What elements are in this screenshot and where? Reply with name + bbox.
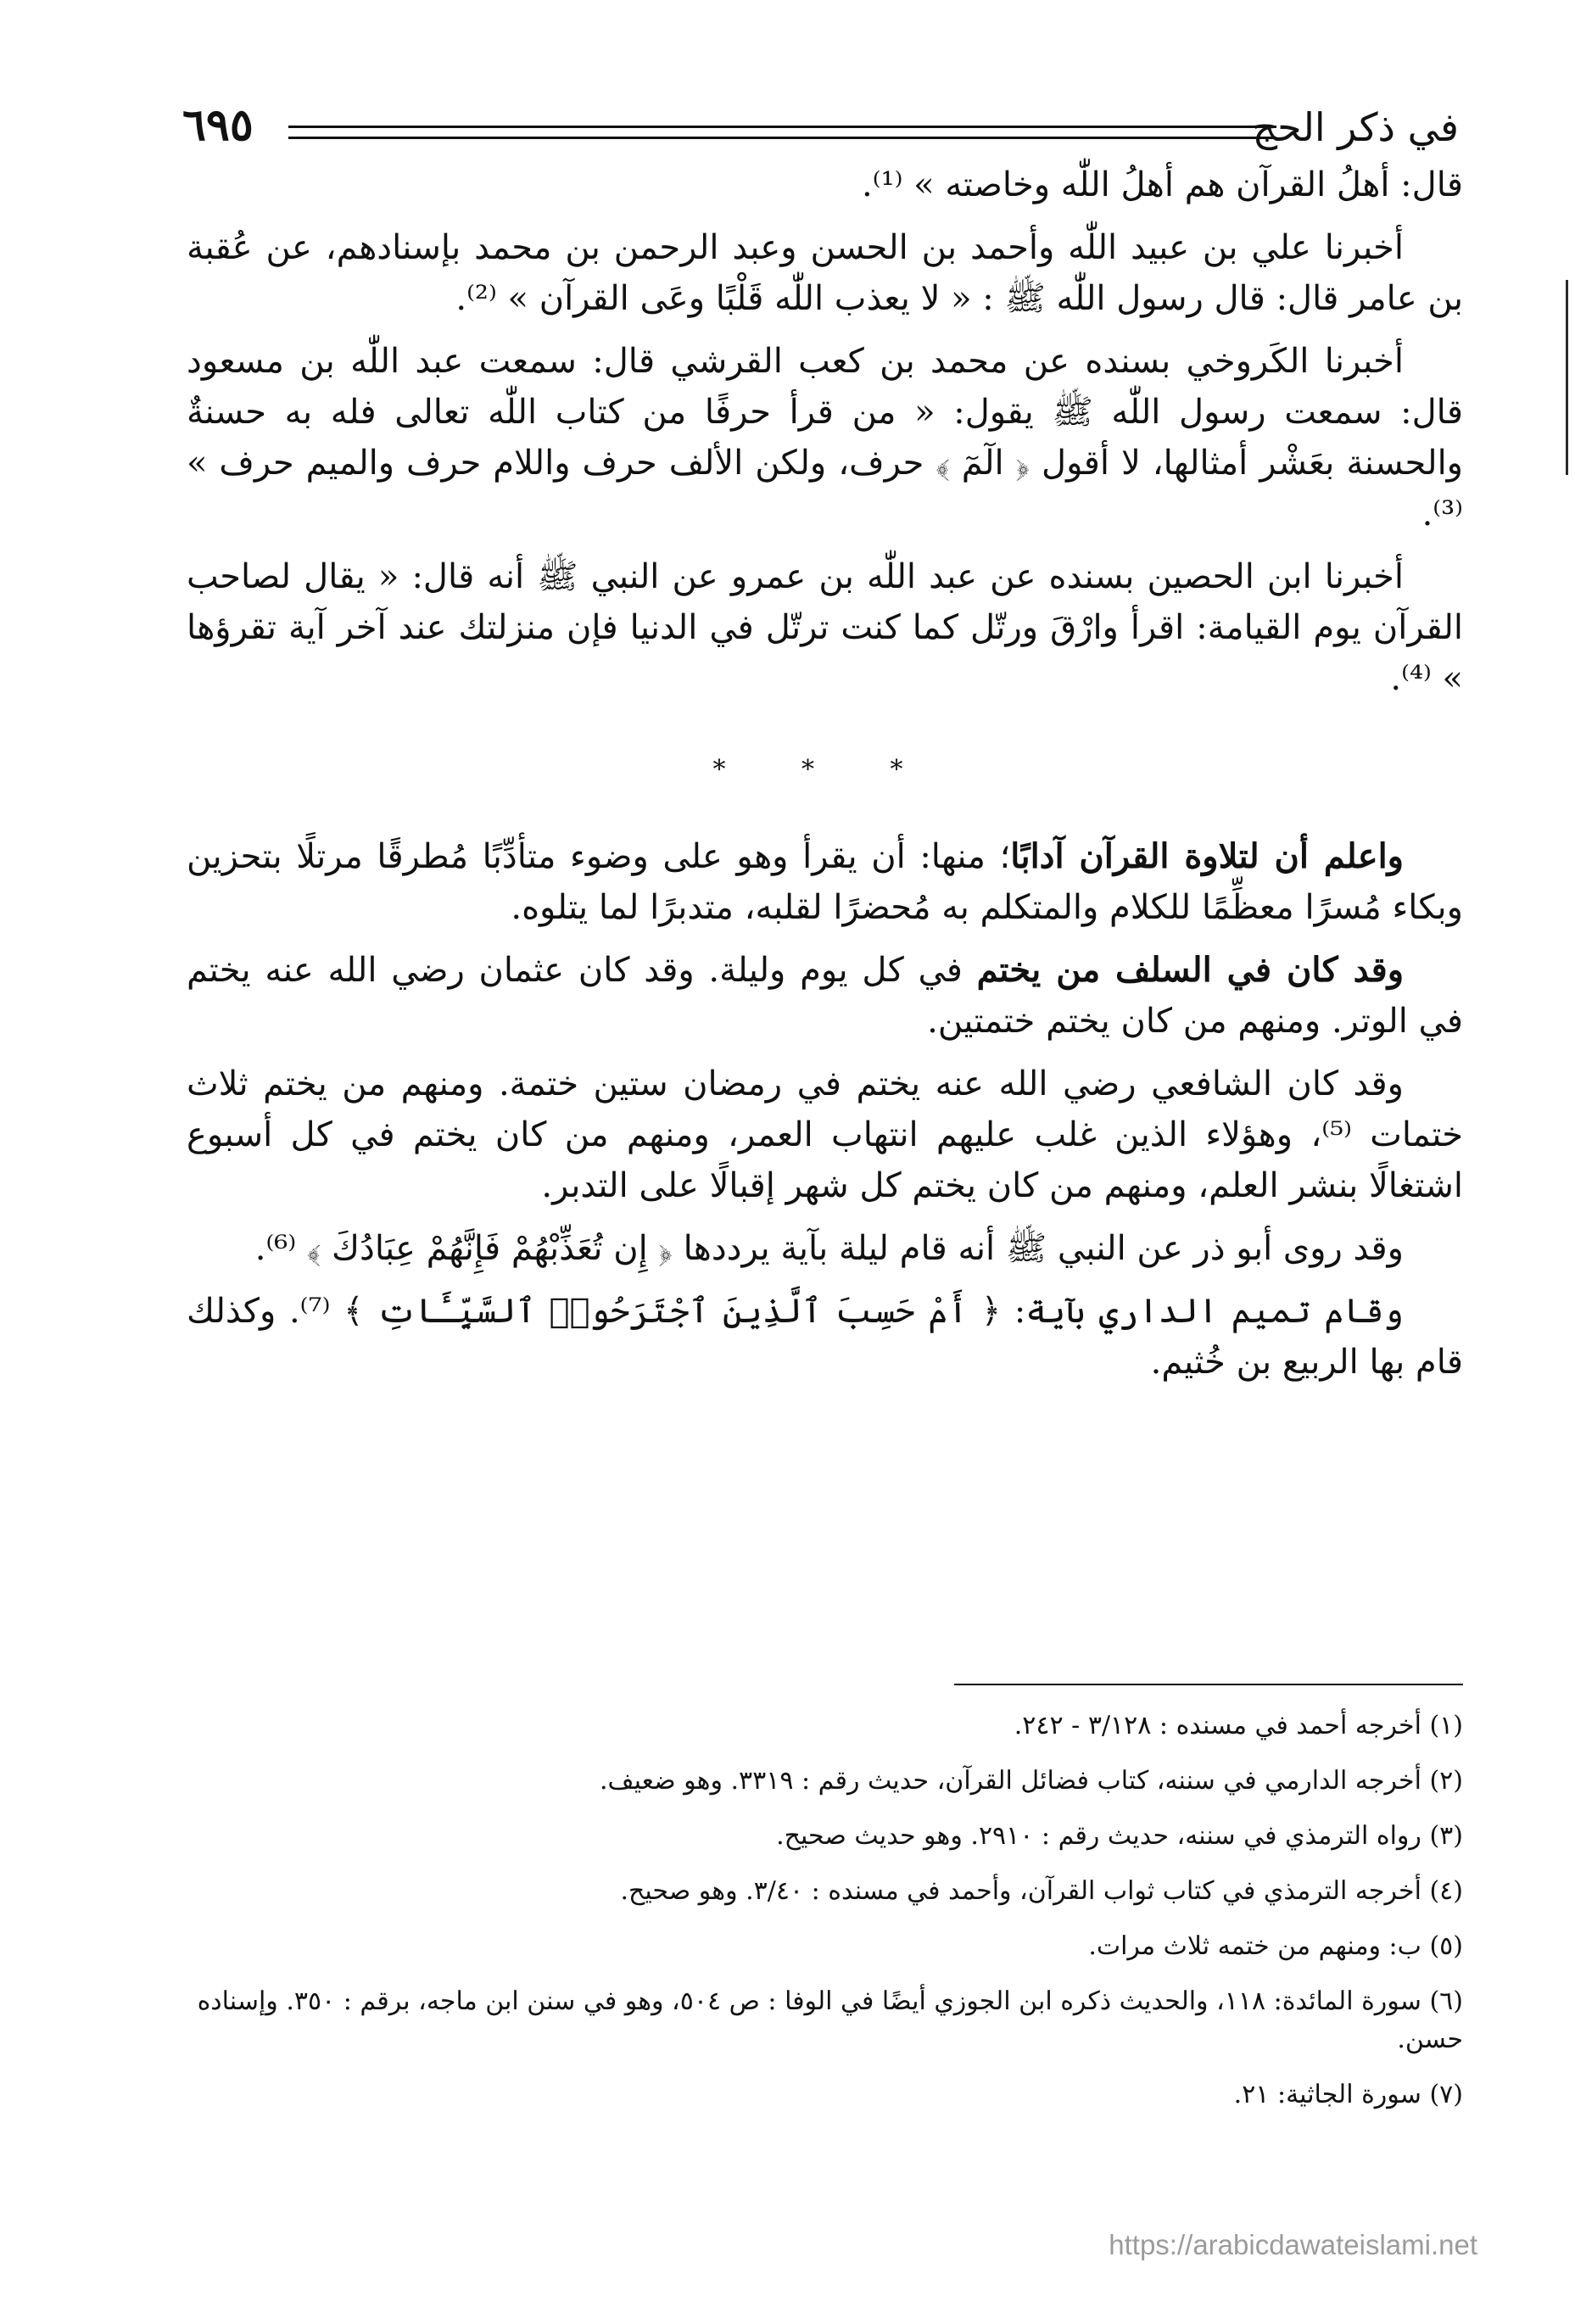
running-title: في ذكر الحج	[1252, 104, 1459, 150]
footnote-1: (١) أخرجه أحمد في مسنده : ٣/١٢٨ - ٢٤٢.	[1014, 1711, 1463, 1740]
paragraph-5	[187, 831, 1463, 933]
footnotes	[187, 1707, 1463, 2131]
paragraph-1: قال: أهلُ القرآن هم أهلُ اللّٰه وخاصته » ⁽¹⁾.	[862, 165, 1463, 204]
footnote-4: (٤) أخرجه الترمذي في كتاب ثواب القرآن، وأحمد في مسنده : ٣/٤٠. وهو صحيح.	[620, 1876, 1463, 1906]
footnote-2: (٢) أخرجه الدارمي في سننه، كتاب فضائل القرآن، حديث رقم : ٣٣١٩. وهو ضعيف.	[600, 1766, 1463, 1796]
paragraph-6-heading: وقد كان في السلف من يختم	[976, 950, 1405, 990]
page-header	[182, 100, 1459, 159]
paragraph-5-text: ؛ منها: أن يقرأ وهو على وضوء متأدِّبًا مُطرقًا مرتلًا بتحزين وبكاء مُسرًا معظِّمًا للكلام والمتكلم به مُحضرًا لقلبه، متدبرًا لما يتلوه.	[187, 837, 1463, 927]
footnote-7: (٧) سورة الجاثية: ٢١.	[1233, 2080, 1463, 2109]
paragraph-5-heading: واعلم أن لتلاوة القرآن آدابًا	[1010, 836, 1404, 876]
paragraph-4: أخبرنا ابن الحصين بسنده عن عبد اللّٰه بن عمرو عن النبي ﷺ أنه قال: « يقال لصاحب القرآن يوم القيامة: اقرأ وارْقَ ورتّل كما كنت ترتّل في الدنيا فإن منزلتك عند آخر آية تقرؤها » ⁽⁴⁾.	[187, 557, 1463, 698]
paragraph-6-text: في كل يوم وليلة. وقد كان عثمان رضي الله عنه يختم في الوتر. ومنهم من كان يختم ختمتين.	[187, 951, 1463, 1041]
main-text	[187, 159, 1463, 1399]
footnote-5: (٥) ب: ومنهم من ختمه ثلاث مرات.	[1088, 1931, 1463, 1961]
paragraph-3: أخبرنا الكَروخي بسنده عن محمد بن كعب القرشي قال: سمعت عبد اللّٰه بن مسعود قال: سمعت رسول اللّٰه ﷺ يقول: « من قرأ حرفًا من كتاب اللّٰه تعالى فله به حسنةٌ والحسنة بعَشْر أمثالها، لا أقول ﴿ الٓمٓ ﴾ حرف، ولكن الألف حرف واللام حرف والميم حرف » ⁽³⁾.	[187, 342, 1463, 534]
paragraph-8: وقد روى أبو ذر عن النبي ﷺ أنه قام ليلة بآية يرددها ﴿ إِن تُعَذِّبْهُمْ فَإِنَّهُمْ عِبَادُكَ ﴾ ⁽⁶⁾.	[254, 1229, 1404, 1268]
paragraph-7: وقد كان الشافعي رضي الله عنه يختم في رمضان ستين ختمة. ومنهم من يختم ثلاث ختمات ⁽⁵⁾، وهؤلاء الذين غلب عليهم انتهاب العمر، ومنهم من كان يختم في كل أسبوع اشتغالًا بنشر العلم، ومنهم من كان يختم كل شهر إقبالًا على التدبر.	[187, 1064, 1463, 1205]
watermark-url: https://arabicdawateislami.net	[1109, 2229, 1477, 2260]
scan-edge-line	[1566, 280, 1568, 475]
footnote-3: (٣) رواه الترمذي في سننه، حديث رقم : ٢٩١٠. وهو حديث صحيح.	[776, 1821, 1463, 1851]
footnote-6: (٦) سورة المائدة: ١١٨، والحديث ذكره ابن الجوزي أيضًا في الوفا : ص ٥٠٤، وهو في سنن ابن ماجه، برقم : ٣٥٠. وإسناده حسن.	[197, 1986, 1463, 2054]
page-number: ٦٩٥	[182, 99, 254, 151]
header-rule	[288, 126, 1276, 139]
footnote-rule	[954, 1684, 1463, 1685]
paragraph-6	[187, 945, 1463, 1047]
paragraph-9: وقام تميم الداري بآية: ﴿ أَمْ حَسِبَ ٱلَّذِينَ ٱجْتَرَحُوا۟ ٱلسَّيِّـَٔاتِ ﴾ ⁽⁷⁾. وكذلك قام بها الربيع بن خُثيم.	[187, 1292, 1463, 1382]
section-separator: * * *	[712, 755, 937, 785]
paragraph-2: أخبرنا علي بن عبيد اللّٰه وأحمد بن الحسن وعبد الرحمن بن محمد بإسنادهم، عن عُقبة بن عامر قال: قال رسول اللّٰه ﷺ : « لا يعذب اللّٰه قَلْبًا وعَى القرآن » ⁽²⁾.	[187, 228, 1463, 318]
